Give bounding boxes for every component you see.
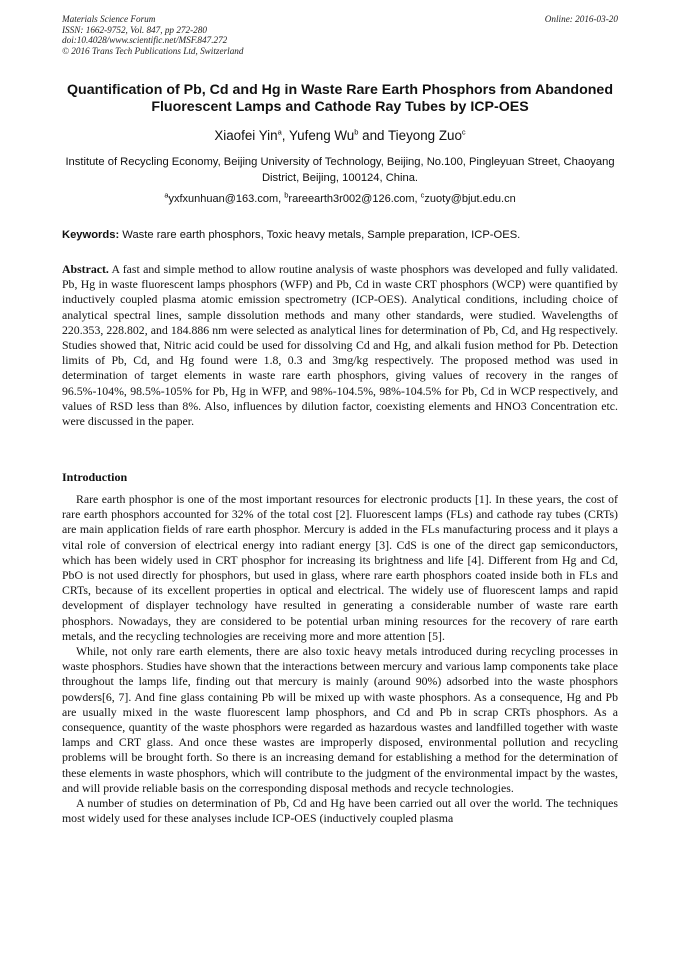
paragraph: A number of studies on determination of Pb, Cd and Hg have been carried out all over the world. The techniques most widely used for these analyses include ICP-OES (inductively coupled plasma (62, 796, 618, 826)
author-separator: , (281, 128, 289, 143)
author-name: Yufeng Wu (288, 128, 355, 143)
author-list (62, 128, 618, 144)
email-separator: , (414, 193, 421, 205)
section-heading-introduction: Introduction (62, 470, 128, 484)
author-mark: a (277, 127, 282, 137)
abstract-text: A fast and simple method to allow routine analysis of waste phosphors was developed and fully validated. Pb, Hg in waste fluorescent lamps phosphors (WFP) and Pb, Cd in waste CRT phosphors (WCP) were quantified by inductively coupled plasma atomic emission spectrometry (ICP-OES). Analytical conditions, including choice of analytical spectral lines, sample dissolution methods and many other standards, were studied. Wavelengths of 220.353, 228.802, and 184.886 nm were selected as analytical lines for determination of Pb, Cd, and Hg respectively. Studies showed that, Nitric acid could be used for dissolving Cd and Hg, and alkali fusion method for Pb. Detection limits of Pb, Cd, and Hg found were 1.8, 0.3 and 3mg/kg respectively. The proposed method was used in determination of target elements in waste rare earth phosphors, giving values of recovery in the ranges of 96.5%-104%, 98.5%-105% for Pb, Hg in WFP, and 98%-104.5%, 98%-104.5% for Pb, Cd in WCP respectively, and values of RSD less than 8%. Also, influences by dilution factor, coexisting elements and HNO3 Concentration etc. were discussed in the paper. (62, 262, 618, 429)
author-name: Tieyong Zuo (387, 128, 462, 143)
journal-name: Materials Science Forum (62, 14, 156, 24)
author-mark: b (354, 127, 359, 137)
author-name: Xiaofei Yin (214, 128, 278, 143)
keywords-label: Keywords: (62, 229, 120, 241)
issn-line: ISSN: 1662-9752, Vol. 847, pp 272-280 (62, 24, 207, 35)
email-mark: b (284, 190, 289, 200)
email-mark: a (164, 190, 169, 200)
email-address: rareearth3r002@126.com (288, 193, 415, 205)
online-date: Online: 2016-03-20 (544, 14, 618, 24)
keywords (62, 228, 618, 242)
abstract (62, 262, 618, 429)
abstract-label: Abstract. (62, 262, 109, 276)
paragraph: While, not only rare earth elements, there are also toxic heavy metals introduced during recycling processes in waste phosphors. Studies have shown that the interactions between mercury and various lamp components take place throughout the lamps life, finding out that mercury is mainly (around 90%) adsorbed into the waste phosphors powders[6, 7]. And fine glass containing Pb will be mixed up with waste phosphors. As a consequence, Hg and Pb are usually mixed in the waste fluorescent lamp phosphors, and Cd and Pb in scrap CRTs phosphors. As a consequence, quantity of the waste phosphors were regarded as hazardous wastes and landfilled together with waste lamps and CRT glass. And once these wastes are improperly disposed, environmental pollution and recycling problems will be brought forth. So there is an increasing demand for establishing a method for the determination of these elements in waste phosphors, which will contribute to the judgment of the environmental impact by the wastes, and will provide reliable basis on the corresponding disposal methods and recycle technologies. (62, 644, 618, 795)
introduction-body (62, 492, 618, 826)
paper-title: Quantification of Pb, Cd and Hg in Waste Rare Earth Phosphors from Abandoned Fluorescent Lamps and Cathode Ray Tubes by ICP-OES (67, 82, 613, 115)
keywords-text: Waste rare earth phosphors, Toxic heavy metals, Sample preparation, ICP-OES. (119, 229, 521, 241)
publication-header (62, 14, 618, 56)
author-mark: c (461, 127, 466, 137)
paragraph: Rare earth phosphor is one of the most important resources for electronic products [1]. In these years, the cost of rare earth phosphors accounted for 32% of the total cost [2]. Fluorescent lamps (FLs) and cathode ray tubes (CRTs) are main application fields of rare earth phosphor. Mercury is added in the FLs manufacturing process and it plays a vital role of conversion of electrical energy into radiant energy [3]. CdS is one of the direct gap semiconductors, which has been widely used in CRT phosphor for increasing its brightness and life [4]. Different from Hg and Cd, PbO is not used directly for phosphors, but used in glass, where rare earth phosphors coated inside both in FLs and CRTs, because of its excellent properties in optical and electrical. The widely use of fluorescent lamps and rapid development of displayer technology have resulted in generating a considerable number of waste rare earth phosphors. Nowadays, they are considered to be potential urban mining resources for the recovery of rare earth metals, and the recycling technologies are receiving more and more attention [5]. (62, 492, 618, 643)
doi-line: doi:10.4028/www.scientific.net/MSF.847.272 (62, 35, 228, 46)
email-address: zuoty@bjut.edu.cn (424, 193, 516, 205)
author-separator: and (358, 128, 388, 143)
email-list (62, 192, 618, 206)
email-address: yxfxunhuan@163.com (168, 193, 279, 205)
copyright-line: © 2016 Trans Tech Publications Ltd, Switzerland (62, 45, 244, 56)
affiliation: Institute of Recycling Economy, Beijing University of Technology, Beijing, No.100, Pingleyuan Street, Chaoyang District, Beijing, 100124, China. (65, 156, 615, 184)
email-mark: c (420, 190, 425, 200)
email-separator: , (278, 193, 285, 205)
